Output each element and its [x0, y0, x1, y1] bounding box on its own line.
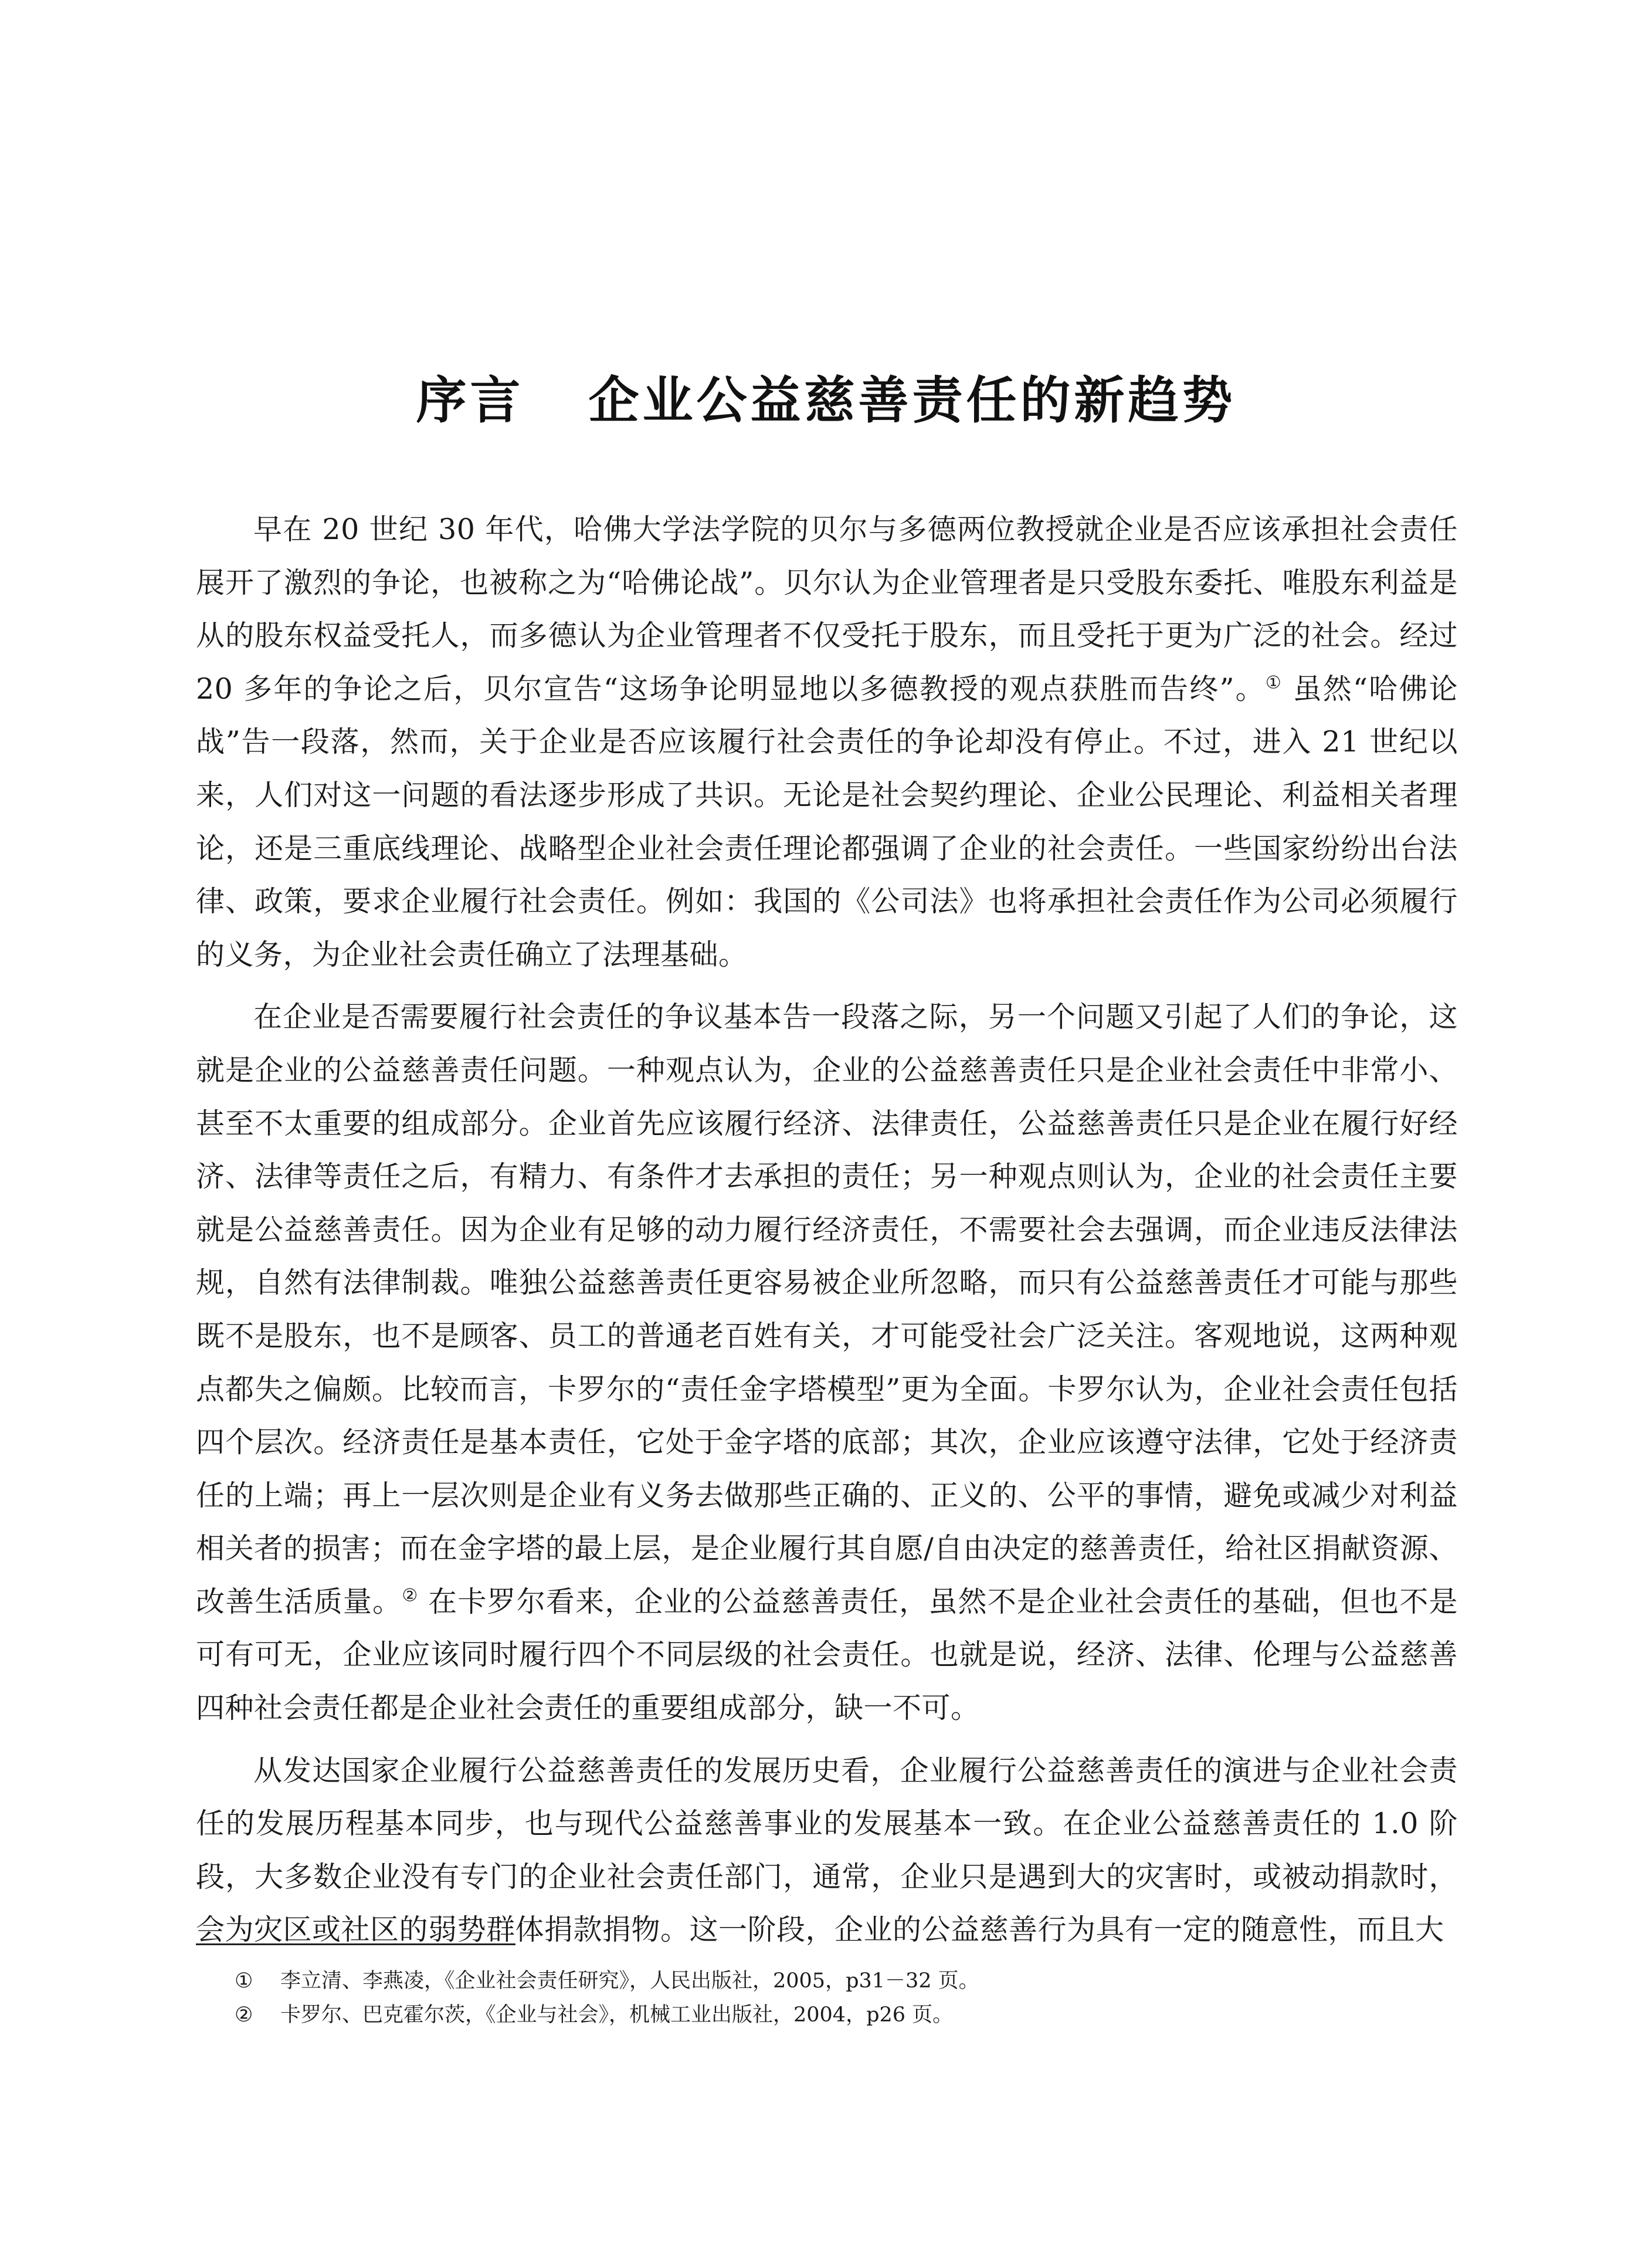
body-text — [196, 503, 1458, 1966]
footnote-2 — [235, 1998, 1460, 2032]
footnote-ref-1: ① — [1265, 672, 1283, 693]
footnote-divider — [196, 1943, 515, 1945]
footnote-1-mark: ① — [235, 1969, 253, 1993]
title-main: 企业公益慈善责任的新趋势 — [588, 371, 1236, 430]
paragraph-1-text-b: 虽然“哈佛论战”告一段落，然而，关于企业是否应该履行社会责任的争论却没有停止。不过，进入 21 世纪以来，人们对这一问题的看法逐步形成了共识。无论是社会契约理论、企业公民理论、利益相关者理论，还是三重底线理论、战略型企业社会责任理论都强调了企业的社会责任。一些国家纷纷出台法律、政策，要求企业履行社会责任。例如：我国的《公司法》也将承担社会责任作为公司必须履行的义务，为企业社会责任确立了法理基础。 — [196, 672, 1458, 971]
paragraph-2-text-a: 在企业是否需要履行社会责任的争议基本告一段落之际，另一个问题又引起了人们的争论，这就是企业的公益慈善责任问题。一种观点认为，企业的公益慈善责任只是企业社会责任中非常小、甚至不太重要的组成部分。企业首先应该履行经济、法律责任，公益慈善责任只是企业在履行好经济、法律等责任之后，有精力、有条件才去承担的责任；另一种观点则认为，企业的社会责任主要就是公益慈善责任。因为企业有足够的动力履行经济责任，不需要社会去强调，而企业违反法律法规，自然有法律制裁。唯独公益慈善责任更容易被企业所忽略，而只有公益慈善责任才可能与那些既不是股东，也不是顾客、员工的普通老百姓有关，才可能受社会广泛关注。客观地说，这两种观点都失之偏颇。比较而言，卡罗尔的“责任金字塔模型”更为全面。卡罗尔认为，企业社会责任包括四个层次。经济责任是基本责任，它处于金字塔的底部；其次，企业应该遵守法律，它处于经济责任的上端；再上一层次则是企业有义务去做那些正确的、正义的、公平的事情，避免或减少对利益相关者的损害；而在金字塔的最上层，是企业履行其自愿/自由决定的慈善责任，给社区捐献资源、改善生活质量。 — [196, 1000, 1458, 1618]
page-title — [176, 360, 1476, 432]
footnote-2-mark: ② — [235, 2003, 253, 2027]
paragraph-2-text-b: 在卡罗尔看来，企业的公益慈善责任，虽然不是企业社会责任的基础，但也不是可有可无，企业应该同时履行四个不同层级的社会责任。也就是说，经济、法律、伦理与公益慈善四种社会责任都是企业社会责任的重要组成部分，缺一不可。 — [196, 1584, 1458, 1725]
paragraph-3-text: 从发达国家企业履行公益慈善责任的发展历史看，企业履行公益慈善责任的演进与企业社会责任的发展历程基本同步，也与现代公益慈善事业的发展基本一致。在企业公益慈善责任的 1.0 阶段，大多数企业没有专门的企业社会责任部门，通常，企业只是遇到大的灾害时，或被动捐款时，会为灾区或社区的弱势群体捐款捐物。这一阶段，企业的公益慈善行为具有一定的随意性，而且大 — [196, 1753, 1458, 1947]
footnote-1 — [235, 1964, 1460, 1998]
paragraph-1 — [196, 503, 1458, 981]
footnote-2-text: 卡罗尔、巴克霍尔茨，《企业与社会》，机械工业出版社，2004，p26 页。 — [280, 2003, 954, 2027]
footnote-1-text: 李立清、李燕凌，《企业社会责任研究》，人民出版社，2005，p31－32 页。 — [280, 1969, 979, 1993]
title-prefix: 序言 — [416, 371, 524, 430]
footnote-ref-2: ② — [402, 1585, 419, 1606]
paragraph-1-text-a: 早在 20 世纪 30 年代，哈佛大学法学院的贝尔与多德两位教授就企业是否应该承担社会责任展开了激烈的争论，也被称之为“哈佛论战”。贝尔认为企业管理者是只受股东委托、唯股东利益是从的股东权益受托人，而多德认为企业管理者不仅受托于股东，而且受托于更为广泛的社会。经过 20 多年的争论之后，贝尔宣告“这场争论明显地以多德教授的观点获胜而告终”。 — [196, 513, 1458, 706]
paragraph-3 — [196, 1745, 1458, 1957]
paragraph-2 — [196, 991, 1458, 1735]
footnotes — [235, 1964, 1460, 2032]
